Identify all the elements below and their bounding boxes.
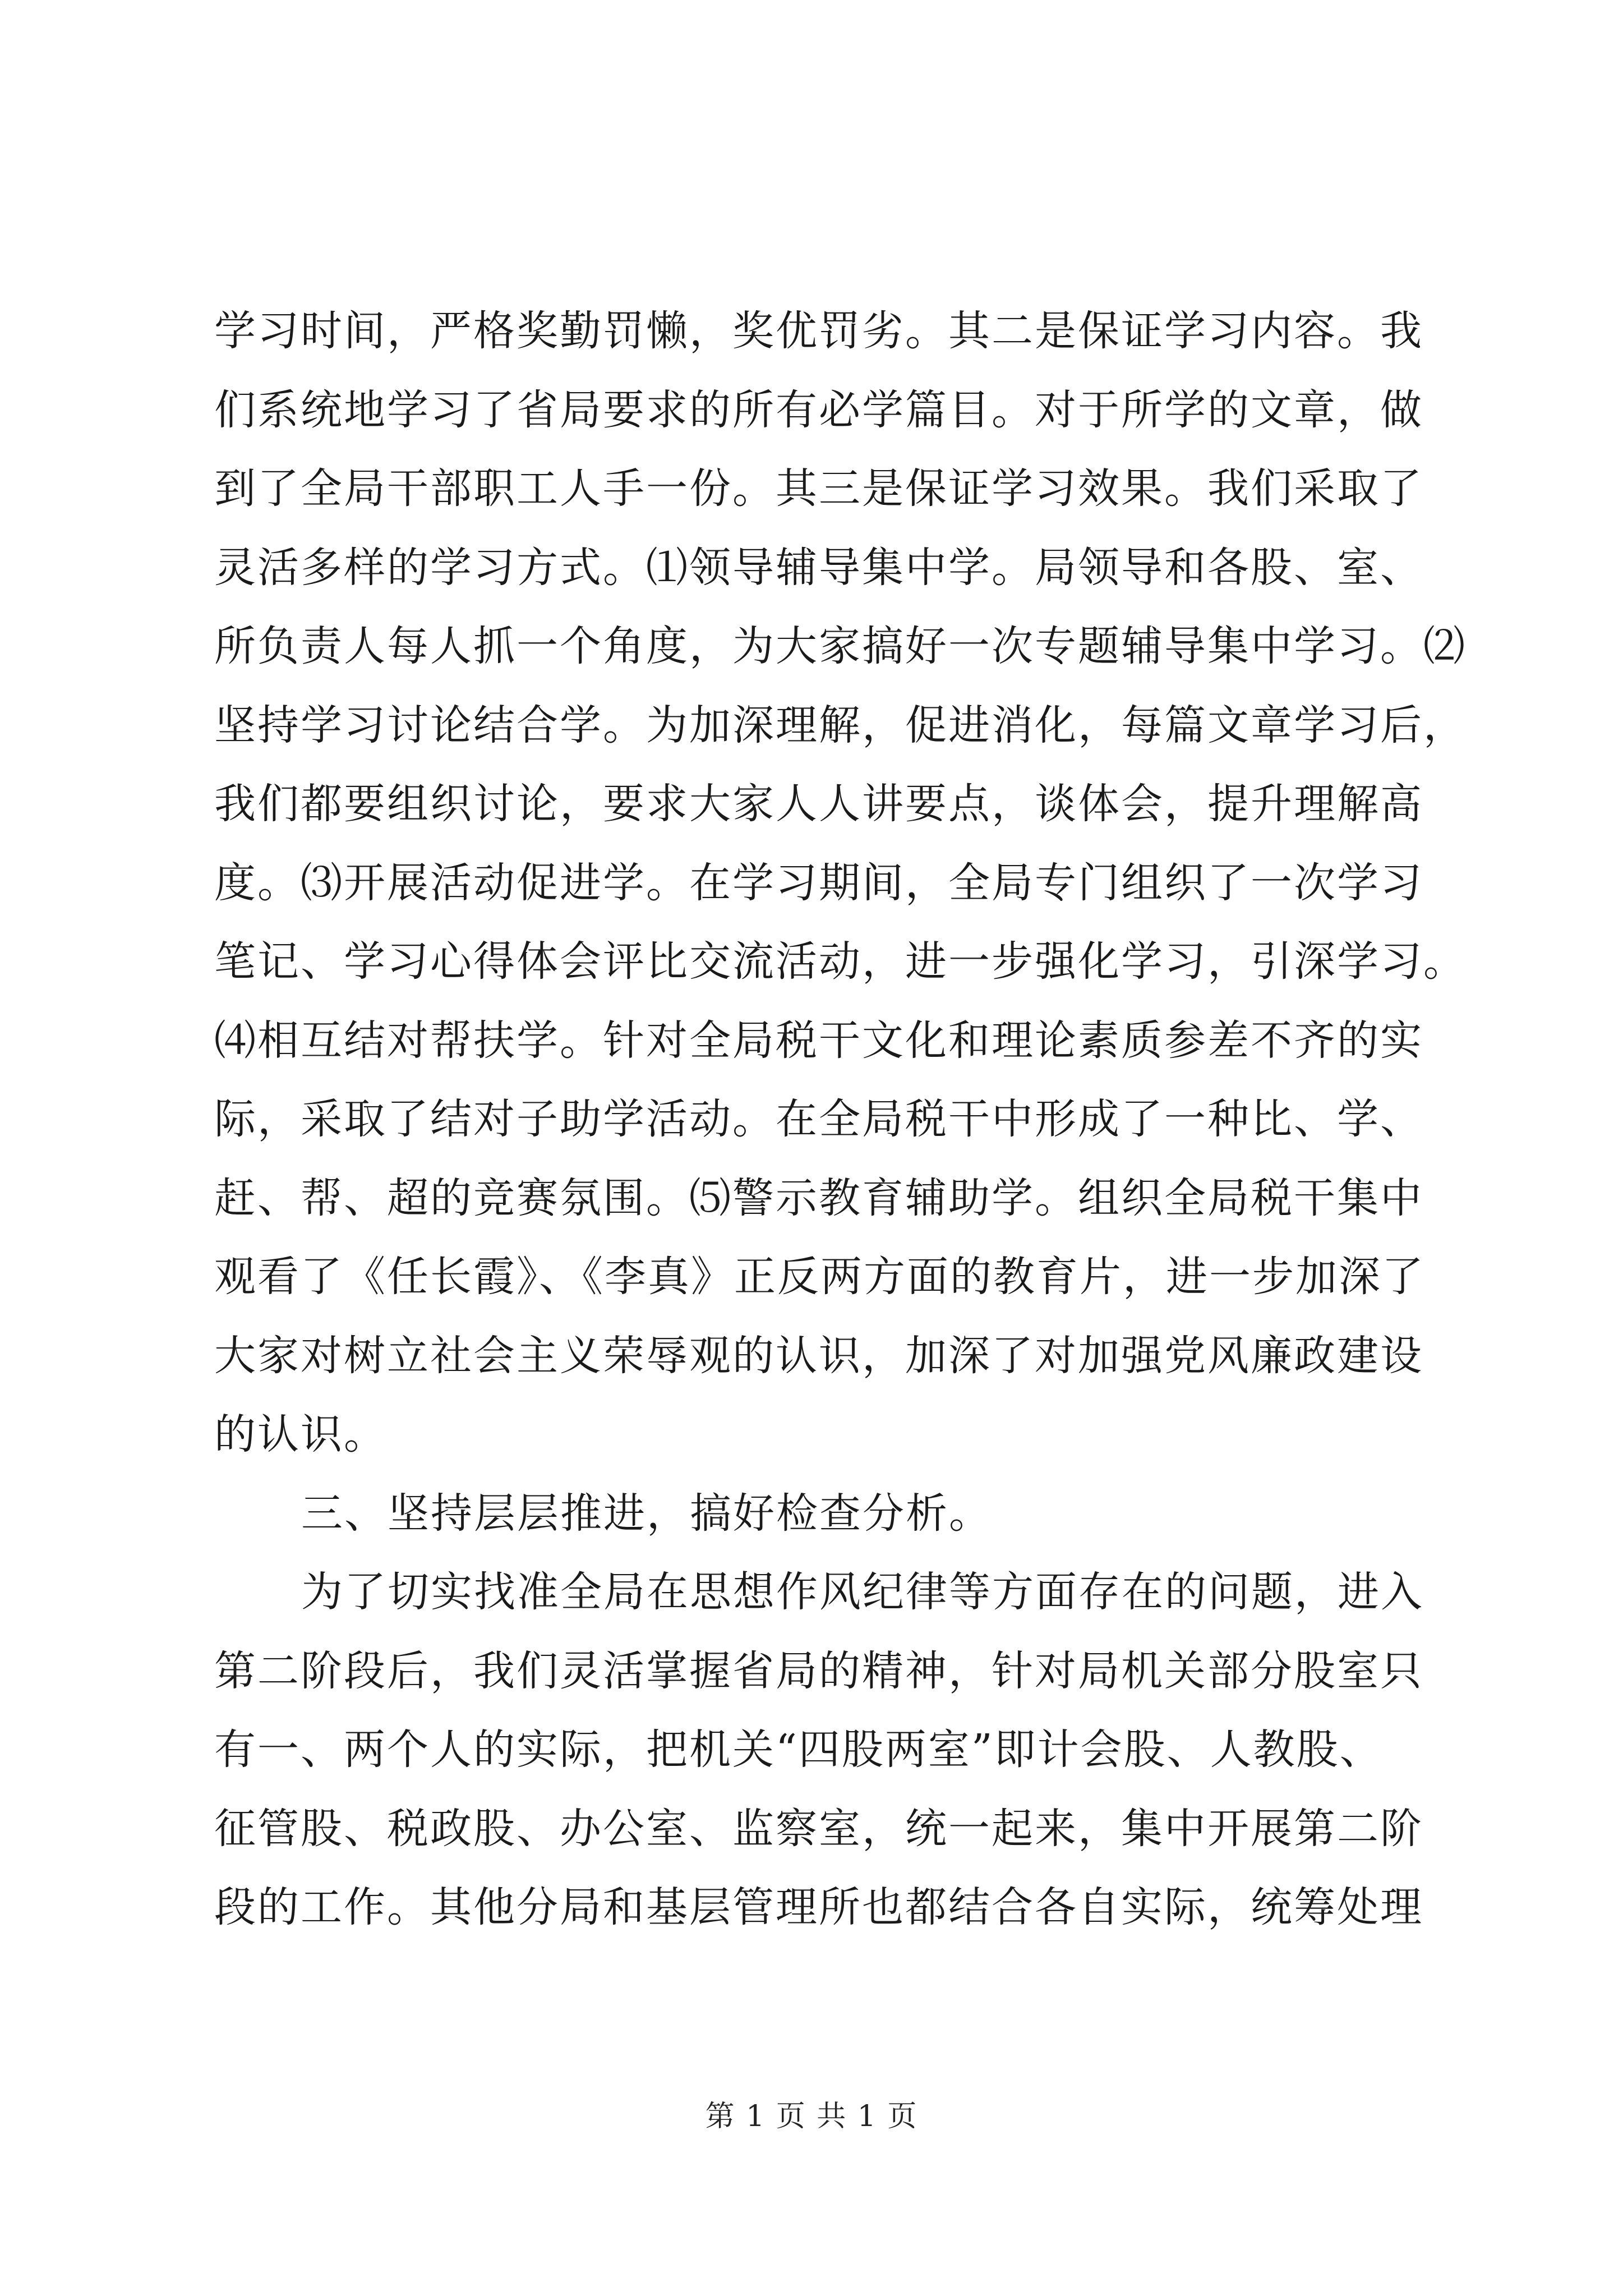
text-line: 到了全局干部职工人手一份。其三是保证学习效果。我们采取了 [214, 464, 1423, 513]
text-line: 际，采取了结对子助学活动。在全局税干中形成了一种比、学、 [214, 1095, 1423, 1143]
text-line: 所负责人每人抓一个角度，为大家搞好一次专题辅导集中学习。⑵ [214, 622, 1467, 670]
text-line: 的认识。 [214, 1410, 387, 1458]
text-line: 为了切实找准全局在思想作风纪律等方面存在的问题，进入 [301, 1568, 1424, 1616]
page-footer [0, 2097, 1623, 2136]
text-line: 大家对树立社会主义荣辱观的认识，加深了对加强党风廉政建设 [214, 1331, 1423, 1380]
text-line: 度。⑶开展活动促进学。在学习期间，全局专门组织了一次学习 [214, 858, 1423, 907]
page-number-label: 第 1 页 共 1 页 [705, 2100, 918, 2133]
text-line: 观看了《任长霞》、《李真》正反两方面的教育片，进一步加深了 [214, 1253, 1425, 1301]
text-line: 笔记、学习心得体会评比交流活动，进一步强化学习，引深学习。 [214, 937, 1467, 986]
text-line: 灵活多样的学习方式。⑴领导辅导集中学。局领导和各股、室、 [214, 543, 1423, 592]
section-heading: 三、坚持层层推进，搞好检查分析。 [301, 1489, 992, 1538]
text-line: 学习时间，严格奖勤罚懒，奖优罚劣。其二是保证学习内容。我 [214, 307, 1423, 355]
text-line: 第二阶段后，我们灵活掌握省局的精神，针对局机关部分股室只 [214, 1646, 1423, 1695]
text-line: 征管股、税政股、办公室、监察室，统一起来，集中开展第二阶 [214, 1804, 1423, 1853]
text-line: 段的工作。其他分局和基层管理所也都结合各自实际，统筹处理 [214, 1883, 1423, 1931]
text-line: 我们都要组织讨论，要求大家人人讲要点，谈体会，提升理解高 [214, 780, 1423, 828]
text-line: 们系统地学习了省局要求的所有必学篇目。对于所学的文章，做 [214, 385, 1423, 434]
document-body [214, 292, 1493, 1947]
text-line: ⑷相互结对帮扶学。针对全局税干文化和理论素质参差不齐的实 [214, 1016, 1423, 1065]
text-line: 赶、帮、超的竞赛氛围。⑸警示教育辅助学。组织全局税干集中 [214, 1174, 1423, 1222]
text-line: 坚持学习讨论结合学。为加深理解，促进消化，每篇文章学习后， [214, 701, 1467, 749]
text-line: 有一、两个人的实际，把机关“四股两室”即计会股、人教股、 [214, 1726, 1383, 1774]
